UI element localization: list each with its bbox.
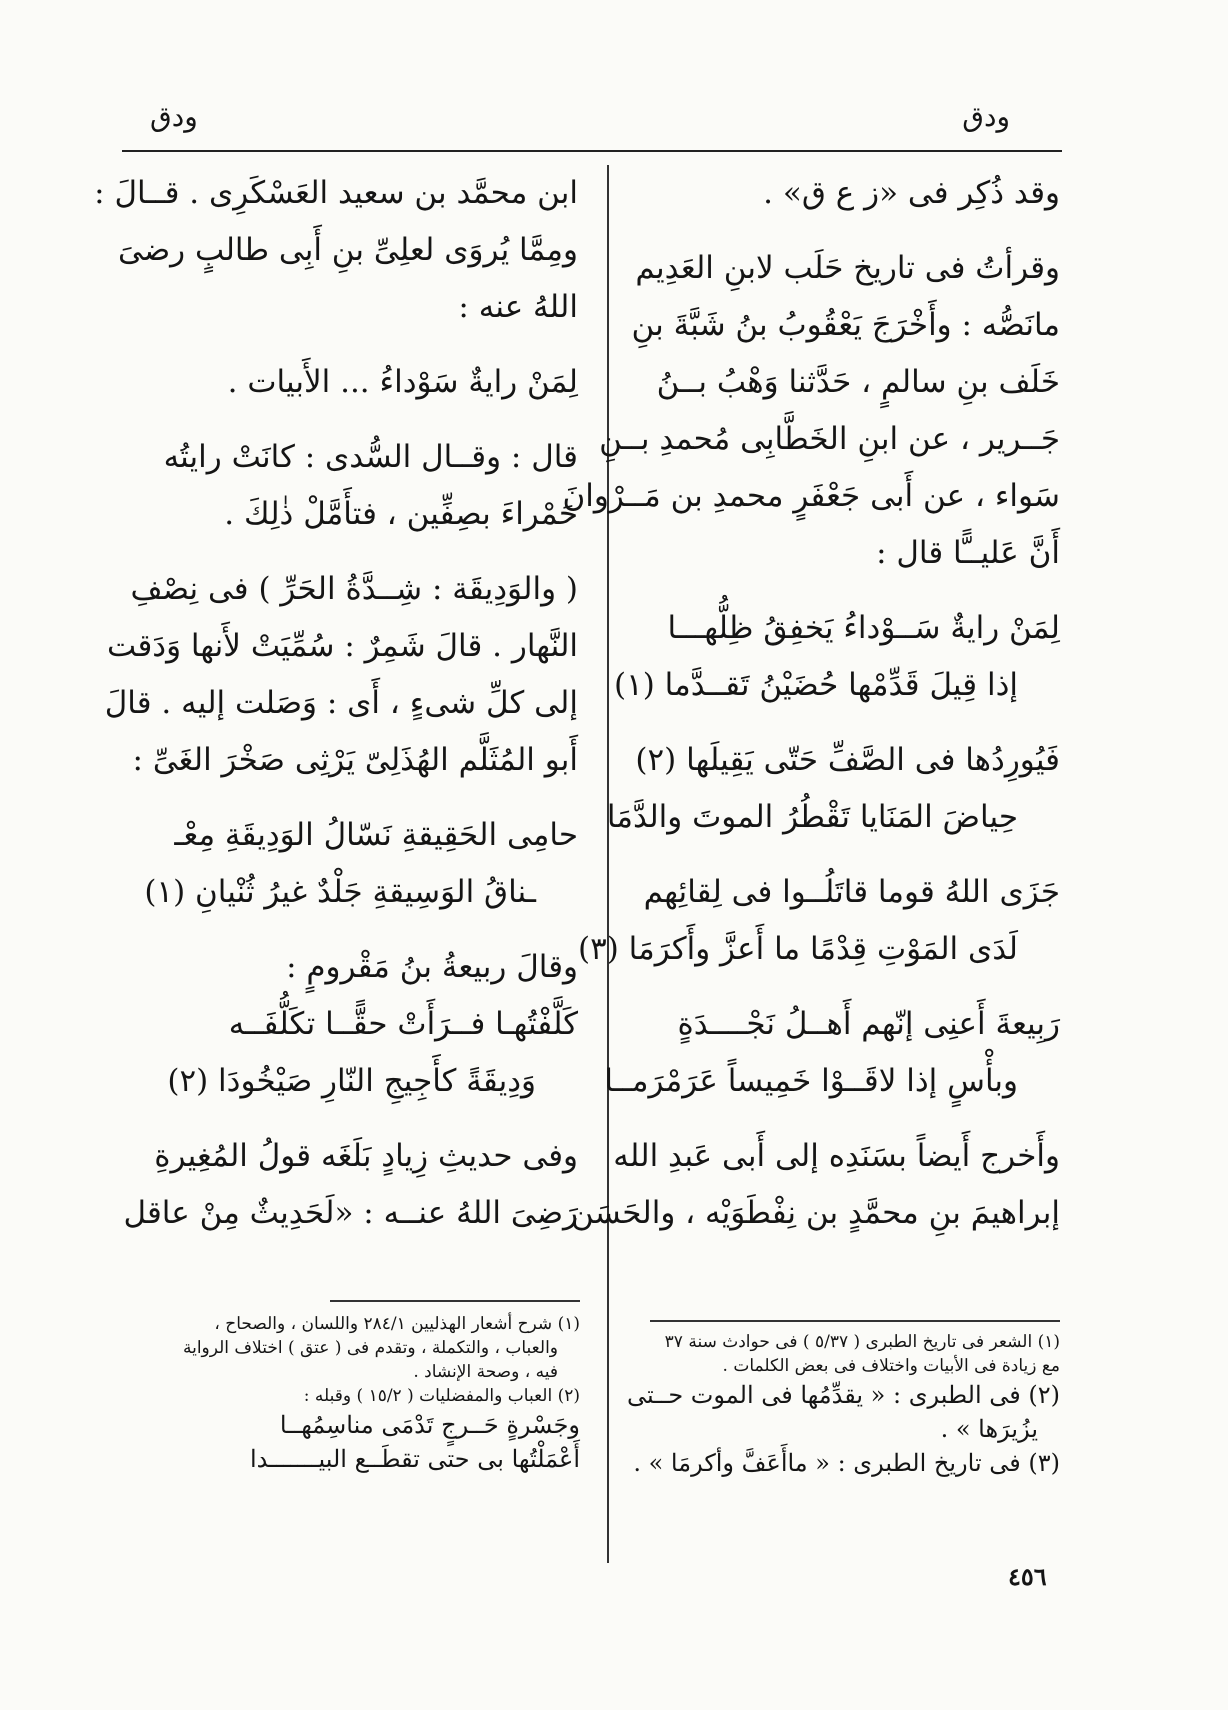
right-footnotes <box>627 1330 1060 1480</box>
left-verse-1: حامِى الحَقِيقةِ نَسّالُ الوَدِيقَةِ مِعْـ <box>174 817 578 853</box>
left-line-4: لِمَنْ رايةٌ سَوْداءُ ... الأَبيات . <box>227 364 578 400</box>
left-footnote-1b: والعباب ، والتكملة ، وتقدم فى ( عتق ) اختلاف الرواية <box>182 1338 558 1358</box>
right-line-16: وأَخرج أَيضاً بسَنَدِه إلى أَبى عَبدِ الله <box>613 1138 1060 1174</box>
verse-line-3: فَيُورِدُها فى الصَّفِّ حَتّى يَقِيلَها (٢) <box>635 742 1060 778</box>
left-line-5: قال : وقــال السُّدى : كانَتْ رايتُه <box>163 439 578 475</box>
left-line-10: أَبو المُثَلَّم الهُذَلِىّ يَرْثِى صَخْرَ الغَىِّ : <box>132 742 578 778</box>
right-line-4: خَلَف بنِ سالمٍ ، حَدَّثنا وَهْبُ بــنُ <box>656 364 1060 400</box>
right-footnote-1a: (١) الشعر فى تاريخ الطبرى ( ٥/٣٧ ) فى حوادث سنة ٣٧ <box>664 1332 1060 1352</box>
header-left-word: ودق <box>150 100 198 133</box>
right-line-1: وقد ذُكِر فى «ز ع ق» . <box>763 175 1060 211</box>
left-verse-2: ـناقُ الوَسِيقةِ جَلْدٌ غيرُ ثُنْيانِ (١) <box>144 874 536 910</box>
right-footnote-2a: (٢) فى الطبرى : « يقدِّمُها فى الموت حــتى <box>627 1381 1060 1409</box>
right-footnote-rule <box>650 1320 1060 1322</box>
left-verse-4: وَدِيقَةً كأَجِيجِ النّارِ صَيْخُودَا (٢) <box>167 1063 536 1099</box>
left-footnote-verse-2: أَعْمَلْتُها بى حتى تقطَــع البيـــــــدا <box>250 1445 580 1473</box>
page-number: ٤٥٦ <box>1008 1562 1047 1591</box>
left-line-16: وفى حديثِ زِيادٍ بَلَغَه قولُ المُغِيرةِ <box>154 1138 578 1174</box>
left-verse-3: كَلَّفْتُهـا فــرَأَتْ حقًّــا تكَلُّفَــه <box>228 1006 578 1042</box>
right-line-3: مانَصُّه : وأَخْرَجَ يَعْقُوبُ بنُ شَبَّةَ بنِ <box>631 307 1060 343</box>
verse-line-1: لِمَنْ رايةٌ سَــوْداءُ يَخفِقُ ظِلُّهـــا <box>667 610 1060 646</box>
left-footnote-1a: (١) شرح أشعار الهذليين ٢٨٤/١ واللسان ، والصحاح ، <box>214 1314 580 1334</box>
left-line-1: ابن محمَّد بن سعيد العَسْكَرِى . قــالَ : <box>94 175 578 211</box>
left-line-8: النَّهار . قالَ شَمِرٌ : سُمِّيَتْ لأَنها وَدَقت <box>107 628 578 664</box>
left-footnotes <box>122 1312 580 1476</box>
header-right-word: ودق <box>962 100 1010 133</box>
right-footnote-2b: يزُيرَها » . <box>940 1415 1038 1443</box>
left-footnote-1c: فيه ، وصحة الإنشاد . <box>413 1362 558 1382</box>
right-footnote-3: (٣) فى تاريخ الطبرى : « ماأَعَفَّ وأكرمَا » . <box>633 1449 1060 1477</box>
right-line-17: إبراهيمَ بنِ محمَّدٍ بن نِفْطَوَيْه ، والحَسَن <box>571 1195 1060 1231</box>
right-footnote-1b: مع زيادة فى الأبيات واختلاف فى بعض الكلمات . <box>722 1356 1060 1376</box>
right-line-6: سَواء ، عن أَبى جَعْفَرٍ محمدِ بن مَــرْوانَ <box>562 478 1060 514</box>
verse-line-8: وبأْسٍ إذا لاقَــوْا خَمِيساً عَرَمْرَمــا <box>604 1063 1018 1099</box>
right-line-5: جَــرير ، عن ابنِ الخَطَّابِى مُحمدِ بــنِ <box>599 421 1060 457</box>
left-line-13: وقالَ ربيعةُ بنُ مَقْرومٍ : <box>286 949 578 985</box>
right-column <box>562 165 1060 1242</box>
left-line-6: حَمْراءَ بصِفِّين ، فتأَمَّلْ ذٰلِكَ . <box>224 496 578 532</box>
left-line-7: ( والوَدِيقَة : شِــدَّةُ الحَرِّ ) فى نِصْفِ <box>130 571 578 607</box>
column-divider <box>607 165 609 1563</box>
verse-line-4: حِياضَ المَنَايا تَقْطُرُ الموتَ والدَّمَا <box>606 799 1018 835</box>
left-line-9: إلى كلِّ شىءٍ ، أَى : وَصَلت إليه . قالَ <box>104 685 578 721</box>
left-footnote-2: (٢) العباب والمفضليات ( ١٥/٢ ) وقبله : <box>303 1386 580 1406</box>
verse-line-7: رَبِيعةَ أَعنِى إنّهم أَهــلُ نَجْــــدَةٍ <box>677 1006 1060 1042</box>
left-footnote-rule <box>330 1300 580 1302</box>
verse-line-2: إذا قِيلَ قَدِّمْها حُضَيْنُ تَقــدَّما (١) <box>613 667 1018 703</box>
left-line-17: رَضِىَ اللهُ عنــه : «لَحَدِيثٌ مِنْ عاقل <box>123 1195 578 1231</box>
left-line-2: ومِمَّا يُروَى لعلِىِّ بنِ أَبِى طالبٍ رضىَ <box>118 232 578 268</box>
verse-line-5: جَزَى اللهُ قوما قاتَلُــوا فى لِقائِهم <box>643 874 1060 910</box>
left-column <box>94 165 578 1242</box>
left-line-3: اللهُ عنه : <box>458 289 578 325</box>
left-footnote-verse-1: وجَسْرةٍ حَــرجٍ تَدْمَى مناسِمُهــا <box>279 1411 580 1439</box>
header-rule <box>122 150 1062 152</box>
right-line-2: وقرأتُ فى تاريخ حَلَب لابنِ العَدِيم <box>635 250 1060 286</box>
right-line-7: أَنَّ عَليــًّا قال : <box>876 535 1060 571</box>
verse-line-6: لَدَى المَوْتِ قِدْمًا ما أَعزَّ وأَكرَمَا (٣) <box>577 931 1018 967</box>
